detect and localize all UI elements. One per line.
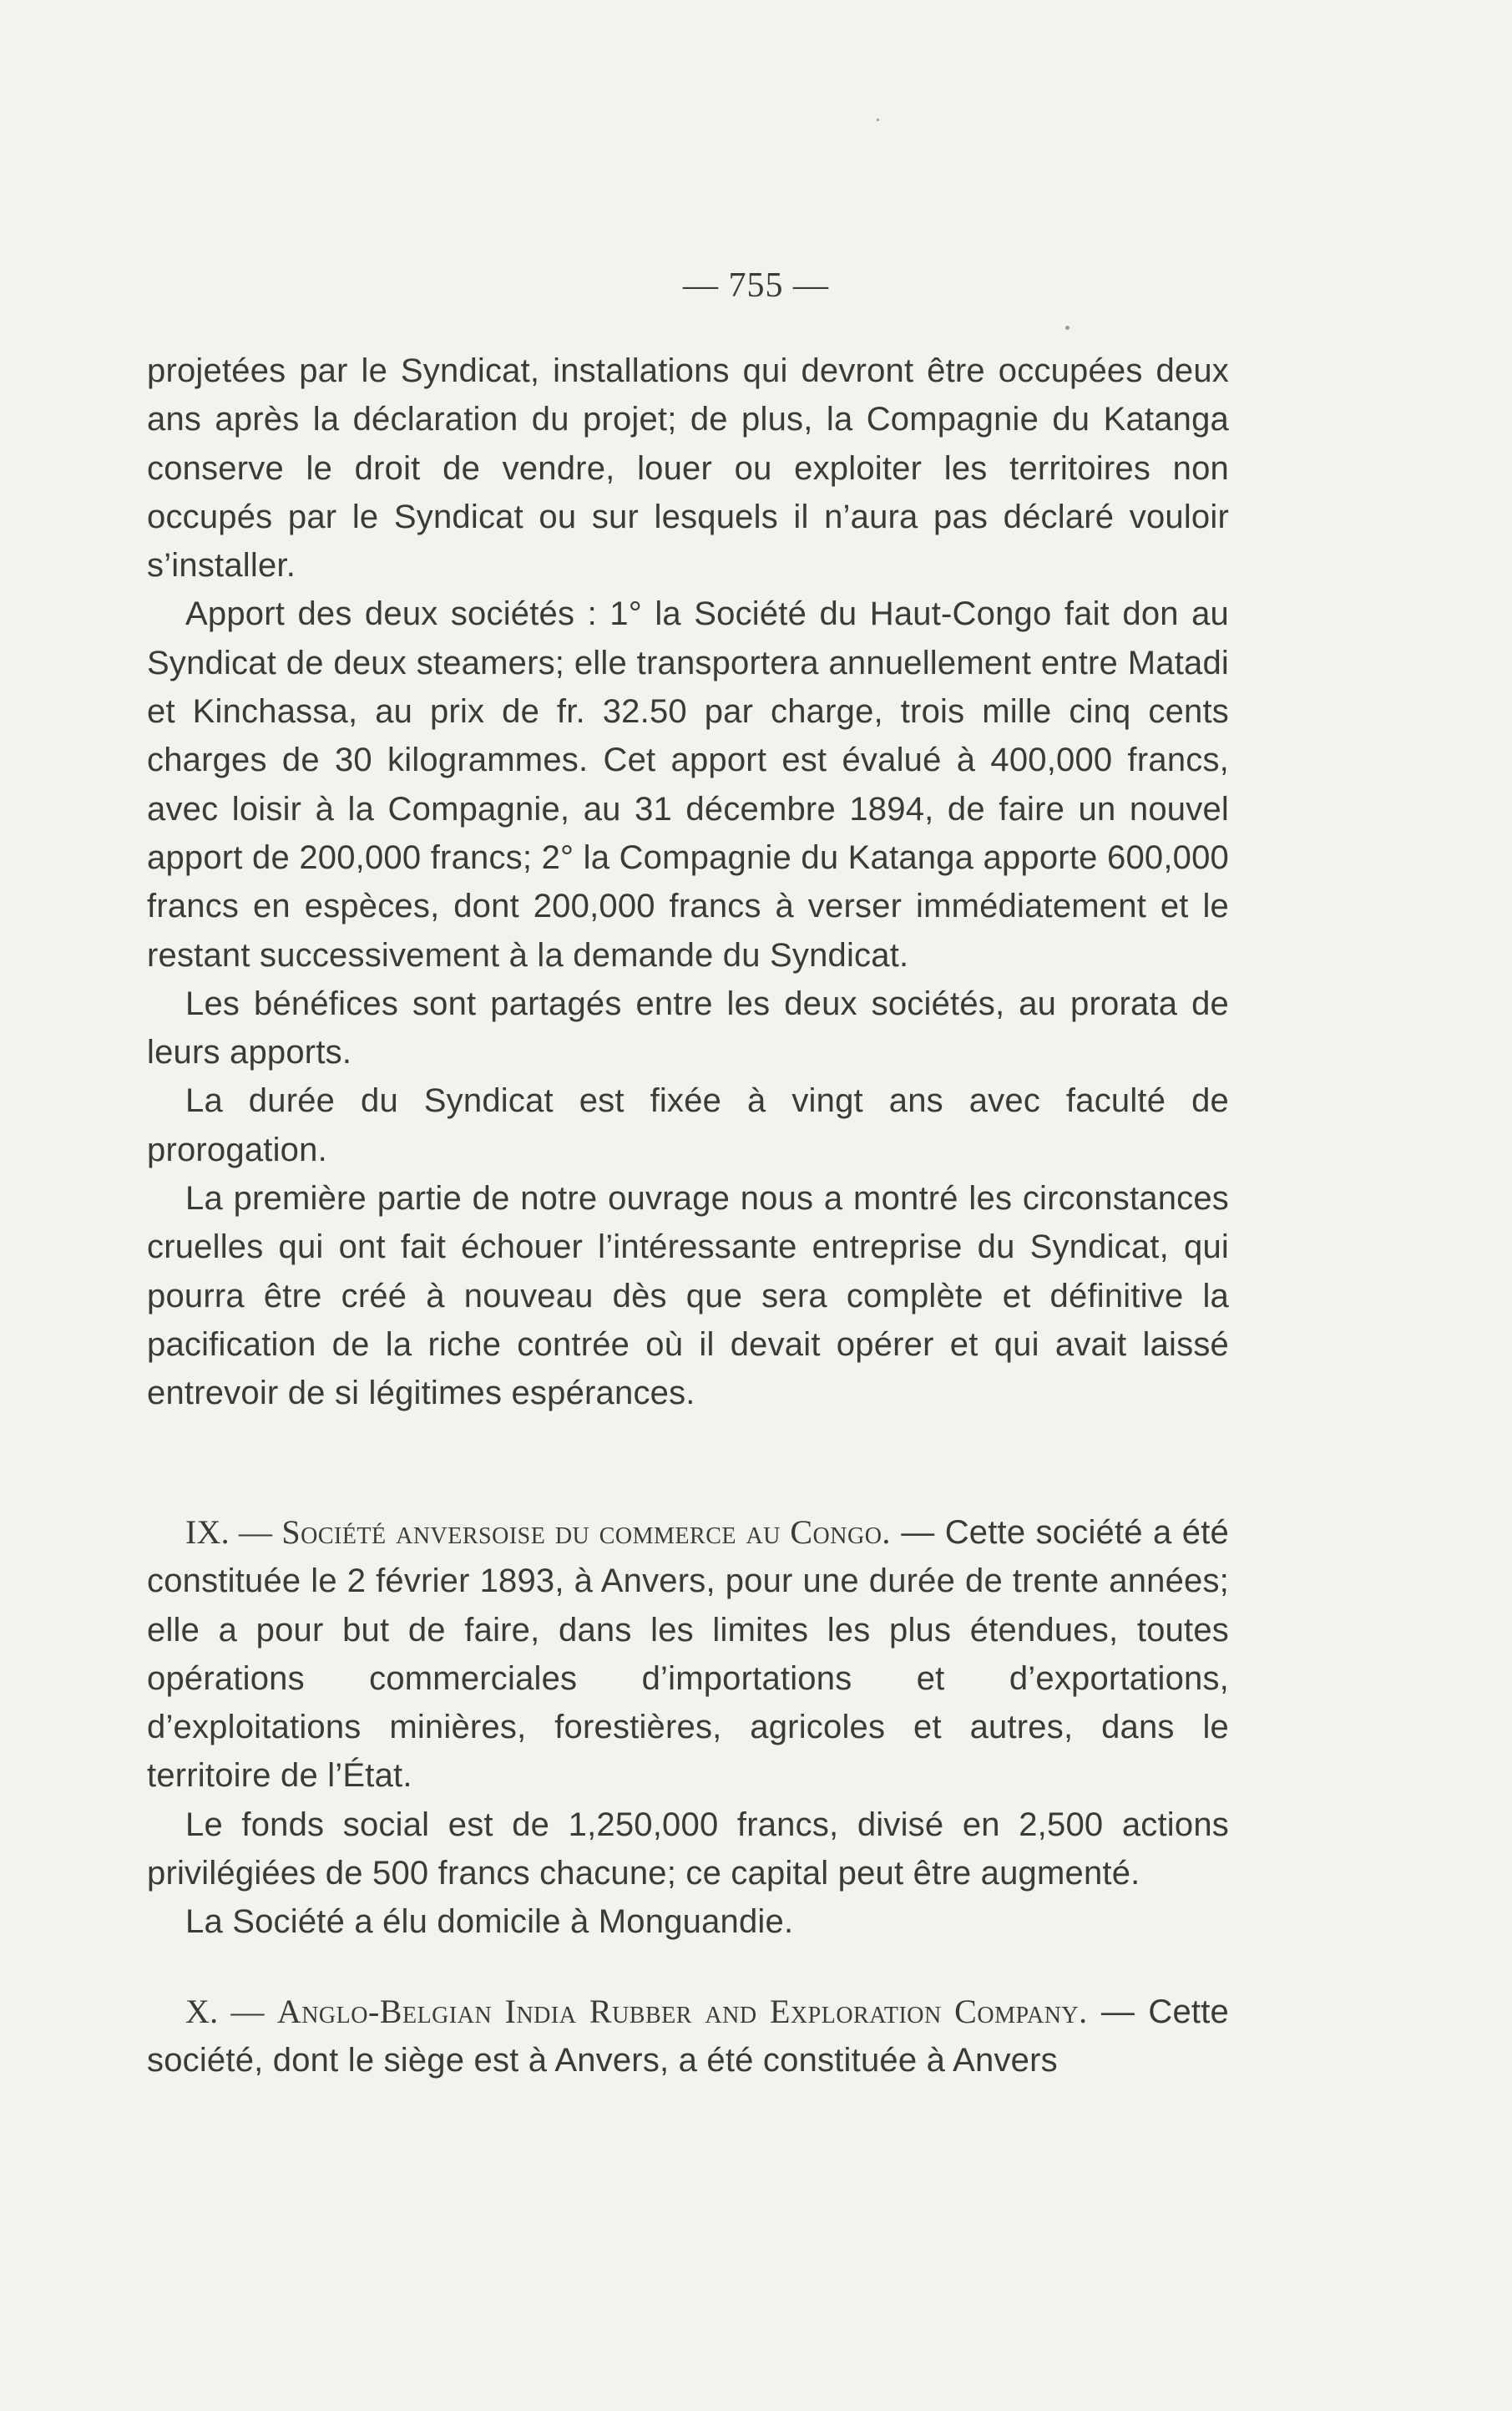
section-10: [147, 1988, 1229, 2085]
paragraph: Apport des deux sociétés : 1° la Société du Haut-Congo fait don au Syndicat de deux steamers; elle transportera annuellement entre Matadi et Kinchassa, au prix de fr. 32.50 par charge, trois mille cinq cents charges de 30 kilogrammes. Cet apport est évalué à 400,000 francs, avec loisir à la Compagnie, au 31 décembre 1894, de faire un nouvel apport de 200,000 francs; 2° la Compagnie du Katanga apporte 600,000 francs en espèces, dont 200,000 francs à verser immédiatement et le restant successivement à la demande du Syndicat.: [147, 595, 1229, 974]
paper-speck: [877, 119, 879, 121]
section-9-intro-text: — Cette société a été constituée le 2 février 1893, à Anvers, pour une durée de trente années; elle a pour but de faire, dans les limites les plus étendues, toutes opérations commerciales d’importations et d’exportations, d’exploitations minières, forestières, agricoles et autres, dans le territoire de l’État.: [147, 1514, 1229, 1795]
paragraph: La durée du Syndicat est fixée à vingt ans avec faculté de prorogation.: [147, 1082, 1229, 1168]
paragraph: Le fonds social est de 1,250,000 francs, divisé en 2,500 actions privilégiées de 500 francs chacune; ce capital peut être augmenté.: [147, 1806, 1229, 1892]
section-10-number: X. —: [185, 1993, 277, 2030]
section-8-continuation: [147, 347, 1229, 1418]
section-9-intro: [147, 1508, 1229, 1801]
paragraph: projetées par le Syndicat, installations qui devront être occupées deux ans après la déclaration du projet; de plus, la Compagnie du Katanga conserve le droit de vendre, louer ou exploiter les territoires non occupés par le Syndicat ou sur lesquels il n’aura pas déclaré vouloir s’installer.: [147, 352, 1229, 585]
section-10-intro-text: — Cette société, dont le siège est à Anvers, a été constituée à Anvers: [147, 1993, 1229, 2079]
paragraph: Les bénéfices sont partagés entre les deux sociétés, au prorata de leurs apports.: [147, 985, 1229, 1071]
section-10-intro: [147, 1988, 1229, 2085]
paragraph: La Société a élu domicile à Monguandie.: [185, 1903, 794, 1941]
paragraph: La première partie de notre ouvrage nous a montré les circonstances cruelles qui ont fait échouer l’intéressante entreprise du Syndicat, qui pourra être créé à nouveau dès que sera complète et définitive la pacification de la riche contrée où il devait opérer et qui avait laissé entrevoir de si légitimes espérances.: [147, 1180, 1229, 1412]
paper-speck: [1065, 326, 1070, 330]
page-number: — 755 —: [683, 266, 829, 305]
section-9-number: IX. —: [185, 1513, 282, 1551]
section-9-title: Société anversoise du commerce au Congo.: [281, 1513, 891, 1551]
section-9: [147, 1508, 1229, 1947]
section-10-title: Anglo-Belgian India Rubber and Exploration Company.: [276, 1993, 1088, 2030]
